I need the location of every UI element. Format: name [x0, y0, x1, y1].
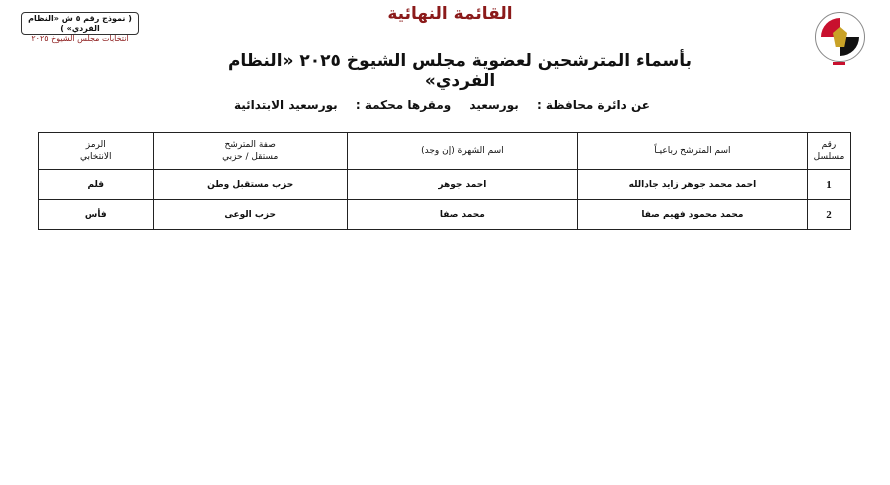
- district-label: عن دائرة محافظة :: [536, 98, 650, 112]
- table-header-row: [39, 133, 851, 170]
- cell-candidate-name: احمد محمد جوهر زايد جادالله: [577, 170, 807, 200]
- district-governorate: بورسعيد: [469, 98, 519, 112]
- header-candidate-type: صفة المترشح مستقل / حزبي: [153, 133, 347, 170]
- national-election-authority-emblem-icon: [815, 12, 865, 62]
- cell-candidate-type: حزب مستقبل وطن: [153, 170, 347, 200]
- cell-serial: 1: [807, 170, 850, 200]
- header-election-symbol: الرمز الانتخابي: [39, 133, 154, 170]
- cell-election-symbol: فأس: [39, 200, 154, 230]
- cell-candidate-name: محمد محمود فهيم صفا: [577, 200, 807, 230]
- final-list-title: القائمة النهائية: [387, 4, 513, 24]
- district-info: [233, 98, 650, 112]
- form-number-label: ( نموذج رقم ٥ ش «النظام الفردي» ): [28, 14, 132, 33]
- header-serial: رقم مسلسل: [807, 133, 850, 170]
- cell-election-symbol: قلم: [39, 170, 154, 200]
- header-candidate-name: اسم المترشح رباعيـاً: [577, 133, 807, 170]
- cell-fame-name: احمد جوهر: [347, 170, 577, 200]
- form-number-box: [21, 12, 139, 43]
- header-fame-name: اسم الشهرة (إن وجد): [347, 133, 577, 170]
- cell-serial: 2: [807, 200, 850, 230]
- table-row: [39, 170, 851, 200]
- page-subtitle: بأسماء المترشحين لعضوية مجلس الشيوخ ٢٠٢٥ «النظام الفردي»: [227, 51, 693, 91]
- table-row: [39, 200, 851, 230]
- candidates-table: [38, 132, 851, 230]
- court-name: بورسعيد الابتدائية: [233, 98, 338, 112]
- cell-candidate-type: حزب الوعى: [153, 200, 347, 230]
- election-name-label: انتخابات مجلس الشيوخ ٢٠٢٥: [31, 34, 129, 43]
- cell-fame-name: محمد صفا: [347, 200, 577, 230]
- logo-caption-mark: [833, 62, 845, 65]
- court-label: ومقرها محكمة :: [355, 98, 452, 112]
